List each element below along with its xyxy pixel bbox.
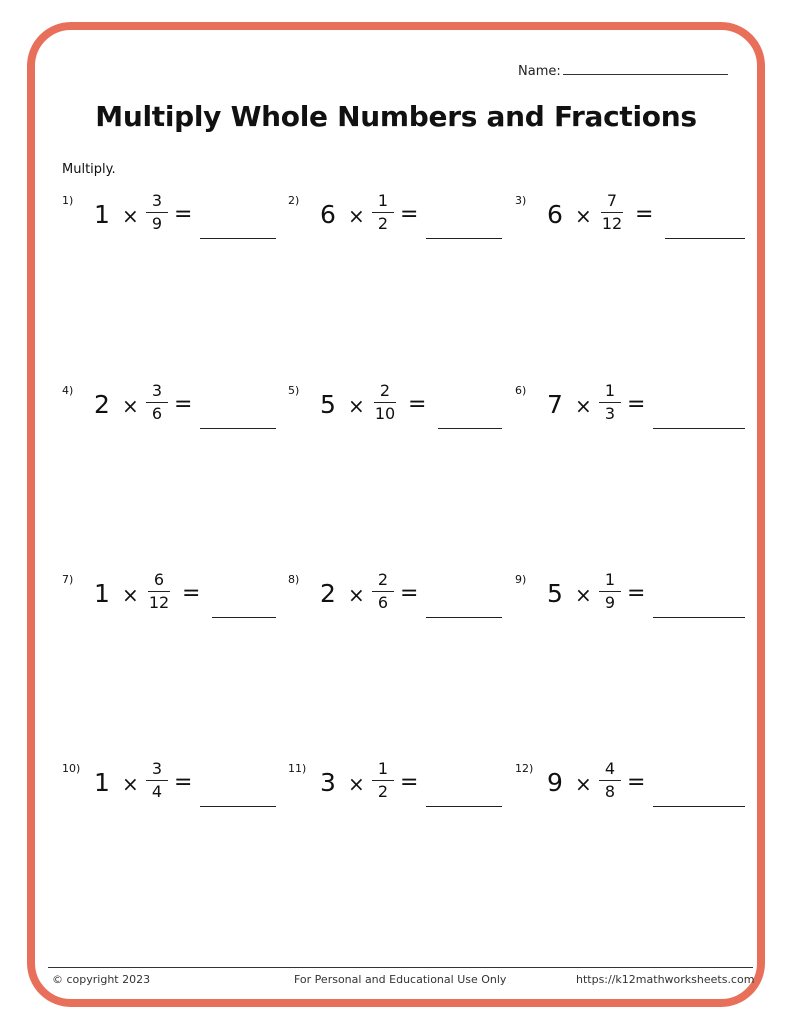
times-sign: ×: [575, 394, 592, 418]
answer-blank[interactable]: [653, 806, 745, 807]
equals-sign: =: [627, 581, 646, 606]
equals-sign: =: [182, 581, 201, 606]
times-sign: ×: [575, 583, 592, 607]
name-label: Name:: [518, 64, 561, 79]
numerator: 4: [604, 759, 616, 778]
whole-number: 9: [547, 768, 563, 797]
problem-6: [515, 381, 745, 444]
equals-sign: =: [627, 392, 646, 417]
equals-sign: =: [174, 202, 193, 227]
problem-8: [288, 570, 518, 633]
problem-number: 1): [62, 194, 74, 207]
problem-10: [62, 759, 292, 822]
equals-sign: =: [174, 770, 193, 795]
fraction: [142, 760, 172, 801]
problem-number: 6): [515, 384, 527, 397]
whole-number: 5: [547, 579, 563, 608]
instructions: Multiply.: [62, 162, 116, 177]
problem-9: [515, 570, 745, 633]
denominator: 4: [151, 782, 163, 801]
times-sign: ×: [122, 394, 139, 418]
denominator: 12: [148, 593, 170, 612]
equals-sign: =: [627, 770, 646, 795]
denominator: 9: [604, 593, 616, 612]
fraction: [370, 382, 400, 423]
fraction-bar: [146, 212, 168, 213]
whole-number: 7: [547, 390, 563, 419]
fraction: [595, 571, 625, 612]
answer-blank[interactable]: [426, 617, 502, 618]
answer-blank[interactable]: [212, 617, 276, 618]
fraction: [142, 192, 172, 233]
footer-url[interactable]: https://k12mathworksheets.com: [576, 973, 755, 986]
problem-2: [288, 191, 518, 254]
numerator: 1: [604, 570, 616, 589]
answer-blank[interactable]: [665, 238, 745, 239]
fraction-bar: [146, 402, 168, 403]
name-field[interactable]: [518, 62, 728, 79]
whole-number: 6: [547, 200, 563, 229]
footer-copyright: © copyright 2023: [52, 973, 151, 986]
fraction-bar: [599, 402, 621, 403]
problem-number: 7): [62, 573, 74, 586]
problem-number: 12): [515, 762, 534, 775]
problem-4: [62, 381, 292, 444]
fraction: [368, 192, 398, 233]
problem-1: [62, 191, 292, 254]
numerator: 3: [151, 759, 163, 778]
problem-number: 5): [288, 384, 300, 397]
fraction: [144, 571, 174, 612]
fraction-bar: [601, 212, 623, 213]
denominator: 10: [374, 404, 396, 423]
answer-blank[interactable]: [200, 806, 276, 807]
problem-number: 11): [288, 762, 307, 775]
equals-sign: =: [400, 770, 419, 795]
equals-sign: =: [400, 202, 419, 227]
numerator: 1: [377, 759, 389, 778]
numerator: 2: [379, 381, 391, 400]
problem-number: 4): [62, 384, 74, 397]
denominator: 12: [601, 214, 623, 233]
numerator: 3: [151, 191, 163, 210]
fraction: [595, 760, 625, 801]
denominator: 9: [151, 214, 163, 233]
fraction-bar: [374, 402, 396, 403]
denominator: 8: [604, 782, 616, 801]
answer-blank[interactable]: [200, 238, 276, 239]
equals-sign: =: [400, 581, 419, 606]
numerator: 1: [377, 191, 389, 210]
fraction: [597, 192, 627, 233]
times-sign: ×: [575, 204, 592, 228]
answer-blank[interactable]: [438, 428, 502, 429]
times-sign: ×: [122, 772, 139, 796]
problem-number: 2): [288, 194, 300, 207]
fraction-bar: [372, 780, 394, 781]
problem-number: 10): [62, 762, 81, 775]
problem-7: [62, 570, 292, 633]
denominator: 2: [377, 782, 389, 801]
fraction-bar: [146, 780, 168, 781]
fraction-bar: [148, 591, 170, 592]
page-title: Multiply Whole Numbers and Fractions: [95, 100, 697, 133]
equals-sign: =: [174, 392, 193, 417]
times-sign: ×: [122, 583, 139, 607]
problem-3: [515, 191, 745, 254]
problem-11: [288, 759, 518, 822]
times-sign: ×: [348, 394, 365, 418]
whole-number: 1: [94, 579, 110, 608]
whole-number: 2: [320, 579, 336, 608]
numerator: 2: [377, 570, 389, 589]
problem-number: 9): [515, 573, 527, 586]
whole-number: 6: [320, 200, 336, 229]
whole-number: 5: [320, 390, 336, 419]
fraction-bar: [599, 780, 621, 781]
footer-usage: For Personal and Educational Use Only: [294, 973, 507, 986]
fraction: [368, 571, 398, 612]
fraction: [142, 382, 172, 423]
whole-number: 2: [94, 390, 110, 419]
problem-12: [515, 759, 745, 822]
answer-blank[interactable]: [653, 428, 745, 429]
numerator: 1: [604, 381, 616, 400]
whole-number: 3: [320, 768, 336, 797]
answer-blank[interactable]: [426, 238, 502, 239]
footer-divider: [48, 967, 753, 968]
numerator: 3: [151, 381, 163, 400]
times-sign: ×: [122, 204, 139, 228]
times-sign: ×: [348, 583, 365, 607]
numerator: 7: [606, 191, 618, 210]
problem-5: [288, 381, 518, 444]
fraction-bar: [372, 591, 394, 592]
answer-blank[interactable]: [200, 428, 276, 429]
fraction-bar: [372, 212, 394, 213]
denominator: 6: [151, 404, 163, 423]
name-blank[interactable]: [563, 62, 728, 75]
whole-number: 1: [94, 768, 110, 797]
problem-number: 3): [515, 194, 527, 207]
times-sign: ×: [348, 772, 365, 796]
whole-number: 1: [94, 200, 110, 229]
fraction-bar: [599, 591, 621, 592]
page-border: [27, 22, 765, 1007]
fraction: [368, 760, 398, 801]
fraction: [595, 382, 625, 423]
equals-sign: =: [408, 392, 427, 417]
answer-blank[interactable]: [653, 617, 745, 618]
denominator: 3: [604, 404, 616, 423]
answer-blank[interactable]: [426, 806, 502, 807]
equals-sign: =: [635, 202, 654, 227]
denominator: 6: [377, 593, 389, 612]
times-sign: ×: [575, 772, 592, 796]
numerator: 6: [153, 570, 165, 589]
problem-number: 8): [288, 573, 300, 586]
times-sign: ×: [348, 204, 365, 228]
denominator: 2: [377, 214, 389, 233]
